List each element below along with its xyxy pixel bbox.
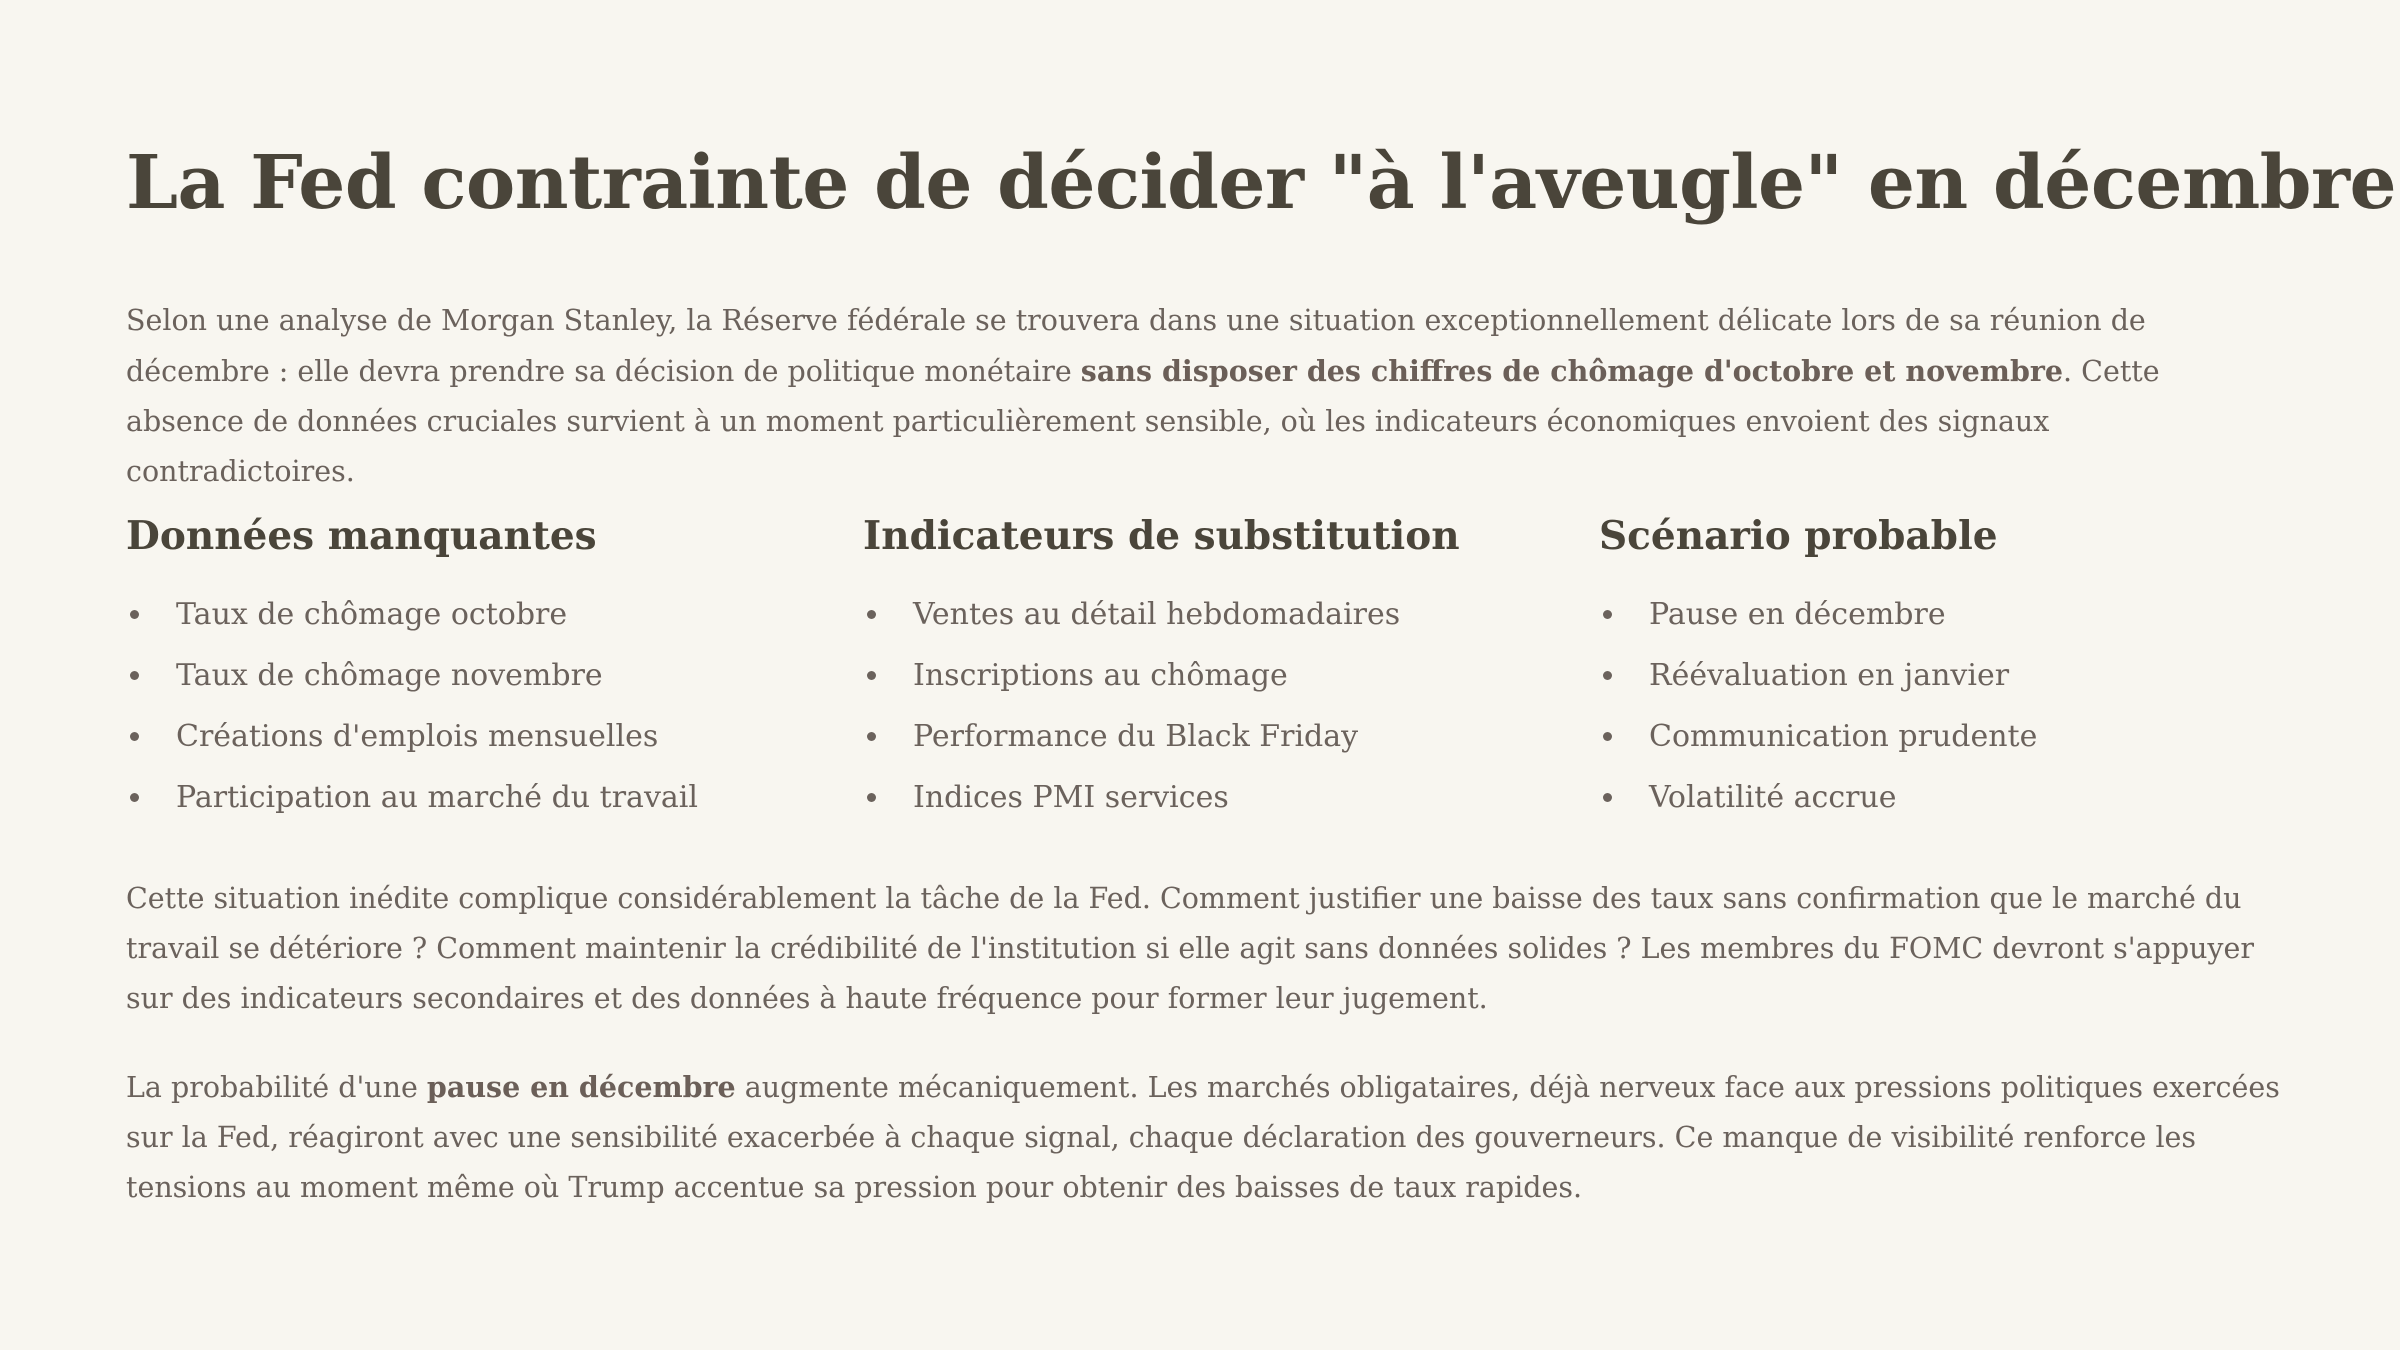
- list-item-text: Taux de chômage novembre: [176, 658, 603, 693]
- list-item: [1599, 645, 2299, 706]
- column-probable-scenario: [1599, 506, 2299, 828]
- bullet-icon: [1603, 732, 1612, 741]
- bullet-icon: [1603, 671, 1612, 680]
- p3-bold-text: pause en décembre: [426, 1070, 736, 1104]
- list-item-text: Pause en décembre: [1649, 597, 1946, 632]
- list-item: [863, 584, 1563, 645]
- intro-bold-text: sans disposer des chiffres de chômage d'octobre et novembre: [1080, 354, 2064, 388]
- list-item: [1599, 584, 2299, 645]
- bullet-icon: [130, 793, 139, 802]
- bullet-icon: [130, 671, 139, 680]
- bullet-icon: [867, 671, 876, 680]
- intro-text-start: Selon une analyse de Morgan Stanley, la Réserve fédérale se trouvera dans une situation exceptionnellement délicate lors de sa réunion de décembre : elle devra prendre sa décision de politique monétaire: [126, 304, 2146, 388]
- bullet-list: [863, 584, 1563, 828]
- list-item-text: Créations d'emplois mensuelles: [176, 719, 659, 754]
- bullet-icon: [867, 732, 876, 741]
- list-item-text: Performance du Black Friday: [913, 719, 1359, 754]
- list-item-text: Participation au marché du travail: [176, 780, 698, 815]
- bullet-icon: [130, 732, 139, 741]
- bullet-icon: [130, 610, 139, 619]
- list-item-text: Ventes au détail hebdomadaires: [913, 597, 1401, 632]
- list-item: [863, 767, 1563, 828]
- bullet-icon: [1603, 793, 1612, 802]
- list-item-text: Communication prudente: [1649, 719, 2038, 754]
- list-item-text: Réévaluation en janvier: [1649, 658, 2010, 693]
- bullet-icon: [867, 610, 876, 619]
- p3-text-end: augmente mécaniquement. Les marchés obligataires, déjà nerveux face aux pressions politiques exercées sur la Fed, réagiront avec une sensibilité exacerbée à chaque signal, chaque déclaration des gouverneurs. Ce manque de visibilité renforce les tensions au moment même où Trump accentue sa pression pour obtenir des baisses de taux rapides.: [126, 1071, 2280, 1204]
- list-item-text: Indices PMI services: [913, 780, 1229, 815]
- list-item-text: Inscriptions au chômage: [913, 658, 1288, 693]
- p3-text-start: La probabilité d'une: [126, 1071, 427, 1104]
- list-item: [126, 584, 826, 645]
- column-heading: Indicateurs de substitution: [863, 513, 1460, 559]
- list-item-text: Volatilité accrue: [1649, 780, 1897, 815]
- list-item: [126, 645, 826, 706]
- article-title: La Fed contrainte de décider "à l'aveugle" en décembre: [126, 140, 2397, 226]
- column-heading: Données manquantes: [126, 513, 597, 559]
- list-item: [1599, 767, 2299, 828]
- column-substitute-indicators: [863, 506, 1563, 828]
- list-item: [1599, 706, 2299, 767]
- bullet-icon: [1603, 610, 1612, 619]
- list-item: [126, 706, 826, 767]
- bullet-icon: [867, 793, 876, 802]
- column-heading: Scénario probable: [1599, 513, 1998, 559]
- bullet-list: [1599, 584, 2299, 828]
- body-paragraph-3: [126, 1062, 2286, 1213]
- intro-text-end: . Cette absence de données cruciales survient à un moment particulièrement sensible, où les indicateurs économiques envoient des signaux contradictoires.: [126, 355, 2160, 488]
- three-column-section: [126, 506, 2286, 846]
- list-item-text: Taux de chômage octobre: [176, 597, 568, 632]
- body-paragraph-2: Cette situation inédite complique considérablement la tâche de la Fed. Comment justifier une baisse des taux sans confirmation que le marché du travail se détériore ? Comment maintenir la crédibilité de l'institution si elle agit sans données solides ? Les membres du FOMC devront s'appuyer sur des indicateurs secondaires et des données à haute fréquence pour former leur jugement.: [126, 882, 2255, 1015]
- column-missing-data: [126, 506, 826, 828]
- list-item: [863, 706, 1563, 767]
- intro-paragraph: [126, 296, 2286, 497]
- list-item: [126, 767, 826, 828]
- bullet-list: [126, 584, 826, 828]
- list-item: [863, 645, 1563, 706]
